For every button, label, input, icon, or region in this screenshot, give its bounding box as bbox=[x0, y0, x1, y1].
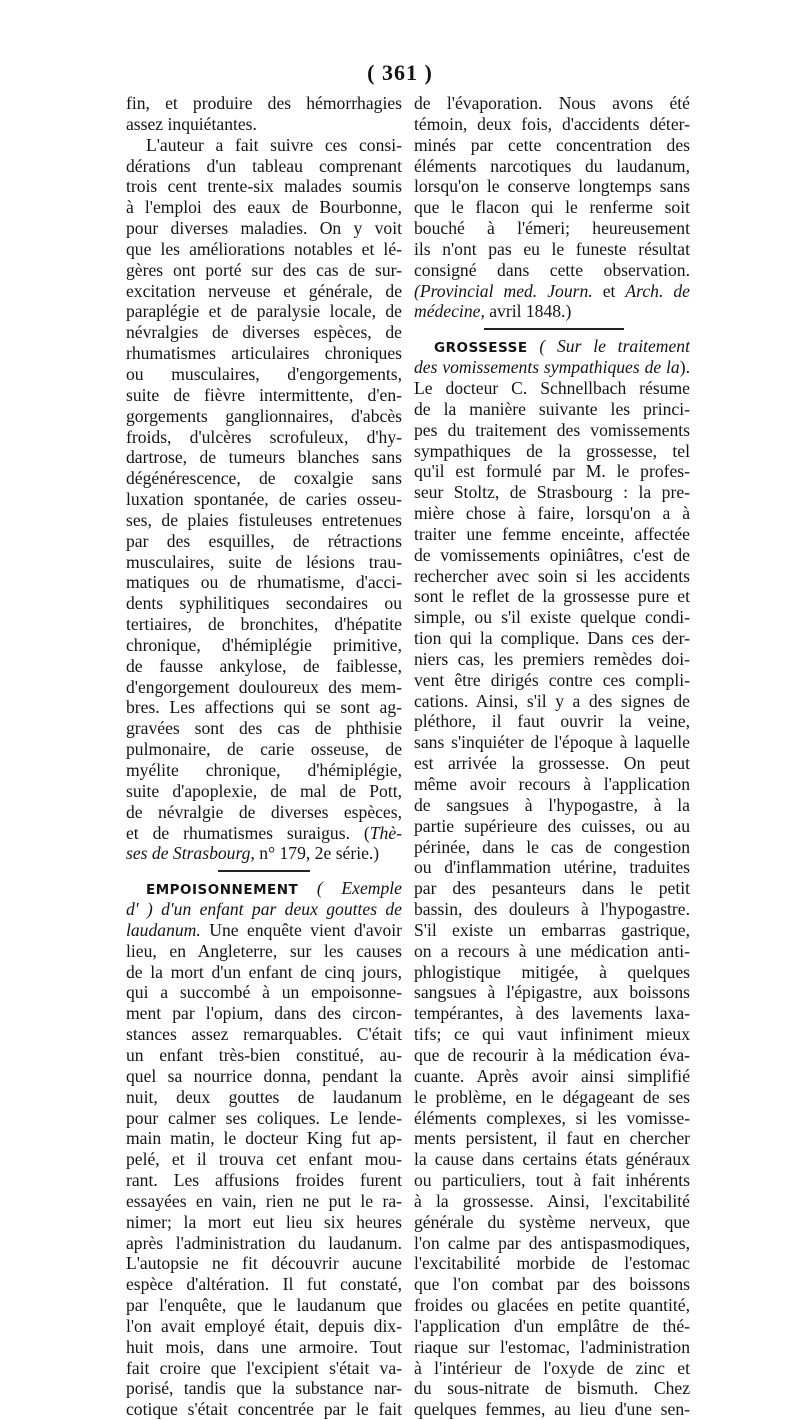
text-line: froides ou glacées en petite quantité, bbox=[414, 1295, 690, 1316]
section-title-line: d' ) d'un enfant par deux gouttes de bbox=[126, 899, 402, 920]
text-line: tifs; ce qui vaut infiniment mieux bbox=[414, 1024, 690, 1045]
right-column bbox=[414, 93, 690, 1420]
text-line: dents syphilitiques secondaires ou bbox=[126, 593, 402, 614]
text-line: par des esquilles, de rétractions bbox=[126, 530, 402, 551]
text-line: de la mort d'un enfant de cinq jours, bbox=[126, 961, 402, 982]
text-line: sans s'inquiéter de l'époque à laquelle bbox=[414, 732, 690, 753]
text-line: seur Stoltz, de Strasbourg : la pre- bbox=[414, 482, 690, 503]
text-line: stances assez remarquables. C'était bbox=[126, 1024, 402, 1045]
text-line: pelé, et il trouva cet enfant mou- bbox=[126, 1149, 402, 1170]
text-line: la cause dans certains états généraux bbox=[414, 1149, 690, 1170]
text-line: pléthore, il faut ouvrir la veine, bbox=[414, 711, 690, 732]
text-line: S'il existe un embarras gastrique, bbox=[414, 919, 690, 940]
text-line: l'on calme par des antispasmodiques, bbox=[414, 1232, 690, 1253]
text-line: ment par l'opium, dans des circon- bbox=[126, 1003, 402, 1024]
text-line: quelques femmes, au lieu d'une sen- bbox=[414, 1399, 690, 1420]
text-line: ments persistent, il faut en chercher bbox=[414, 1128, 690, 1149]
text-line: tertiaires, de bronchites, d'hépatite bbox=[126, 614, 402, 635]
text-line: on a recours à une médication anti- bbox=[414, 940, 690, 961]
text-line: de névralgie de diverses espèces, bbox=[126, 801, 402, 822]
text-line: périnée, dans le cas de congestion bbox=[414, 836, 690, 857]
text-line: nimer; la mort eut lieu six heures bbox=[126, 1211, 402, 1232]
text-line: ou musculaires, d'engorgements, bbox=[126, 363, 402, 384]
text-line: tion qui la complique. Dans ces der- bbox=[414, 628, 690, 649]
text-line: sangsues à l'épigastre, aux boissons bbox=[414, 982, 690, 1003]
text-line: même avoir recours à l'application bbox=[414, 774, 690, 794]
text-line: dérations d'un tableau comprenant bbox=[126, 155, 402, 176]
text-line: main matin, le docteur King fut ap- bbox=[126, 1128, 402, 1149]
section-heading: EMPOISONNEMENT bbox=[146, 882, 299, 899]
text-line: gorgements ganglionnaires, d'abcès bbox=[126, 405, 402, 426]
text-line: dartrose, de tumeurs blanches sans bbox=[126, 447, 402, 468]
text-line: pour diverses maladies. On y voit bbox=[126, 218, 402, 239]
text-line: de sangsues à l'hypogastre, à la bbox=[414, 794, 690, 815]
text-line: ou d'inflammation utérine, traduites bbox=[414, 857, 690, 878]
text-line: rhumatismes articulaires chroniques bbox=[126, 343, 402, 364]
text-line: qui a succombé à un empoisonne- bbox=[126, 982, 402, 1003]
text-line: bassin, des douleurs à l'hypogastre. bbox=[414, 899, 690, 920]
text-line: fait croire que l'excipient s'était va- bbox=[126, 1357, 402, 1378]
text-line: suite de fièvre intermittente, d'en- bbox=[126, 384, 402, 405]
text-line: pour calmer ses coliques. Le lende- bbox=[126, 1107, 402, 1128]
text-line: chronique, d'hémiplégie primitive, bbox=[126, 634, 402, 655]
text-line: qu'il est formulé par M. le profes- bbox=[414, 461, 690, 482]
text-line: traiter une femme enceinte, affectée bbox=[414, 523, 690, 544]
text-line: minés par cette concentration des bbox=[414, 134, 690, 155]
text-line: L'auteur a fait suivre ces consi- bbox=[146, 134, 402, 155]
citation-line: médecine, avril 1848.) bbox=[414, 301, 572, 322]
text-line: lieu, en Angleterre, sur les causes bbox=[126, 940, 402, 961]
text-line: est arrivée la grossesse. On peut bbox=[414, 753, 690, 774]
text-line: fin, et produire des hémorrhagies bbox=[126, 93, 402, 113]
text-line: le problème, en le dégageant de ses bbox=[414, 1086, 690, 1107]
citation-line: ses de Strasbourg, n° 179, 2e série.) bbox=[126, 843, 380, 864]
text-line: rant. Les affusions froides furent bbox=[126, 1170, 402, 1191]
section-divider bbox=[126, 864, 402, 878]
text-line: mière chose à faire, lorsqu'on a à bbox=[414, 503, 690, 524]
text-line: l'on avait employé était, depuis dix- bbox=[126, 1315, 402, 1336]
text-line: trois cent trente-six malades soumis bbox=[126, 176, 402, 197]
text-line: assez inquiétantes. bbox=[126, 113, 257, 134]
text-line: ils n'ont pas eu le funeste résultat bbox=[414, 238, 690, 259]
section-title-line: des vomissements sympathiques de la). bbox=[414, 357, 690, 378]
text-line: luxation spontanée, de caries osseu- bbox=[126, 489, 402, 510]
text-line: névralgies de diverses espèces, de bbox=[126, 322, 402, 343]
left-column bbox=[126, 93, 402, 1420]
text-line: que l'on combat par des boissons bbox=[414, 1274, 690, 1295]
section-divider bbox=[414, 322, 690, 336]
text-line: de la manière suivante les princi- bbox=[414, 398, 690, 419]
text-line: excitation nerveuse et générale, de bbox=[126, 280, 402, 301]
text-line: après l'administration du laudanum. bbox=[126, 1232, 402, 1253]
text-line: de vomissements opiniâtres, c'est de bbox=[414, 544, 690, 565]
text-line: essayées en vain, rien ne put le ra- bbox=[126, 1190, 402, 1211]
text-line: de fausse ankylose, de faiblesse, bbox=[126, 655, 402, 676]
text-line: cotique s'était concentrée par le fait bbox=[126, 1399, 402, 1420]
text-line: à l'emploi des eaux de Bourbonne, bbox=[126, 197, 402, 218]
text-line: lorsqu'on le conserve longtemps sans bbox=[414, 176, 690, 197]
text-line: Le docteur C. Schnellbach résume bbox=[414, 377, 690, 398]
text-line: niers cas, les premiers remèdes doi- bbox=[414, 648, 690, 669]
text-line: pulmonaire, de carie osseuse, de bbox=[126, 739, 402, 760]
text-line: ses, de plaies fistuleuses entretenues bbox=[126, 509, 402, 530]
text-line: espèce d'altération. Il fut constaté, bbox=[126, 1274, 402, 1295]
text-line: consigné dans cette observation. bbox=[414, 259, 690, 280]
text-line: nuit, deux gouttes de laudanum bbox=[126, 1086, 402, 1107]
text-line: pes du traitement des vomissements bbox=[414, 419, 690, 440]
text-line: froids, d'ulcères scrofuleux, d'hy- bbox=[126, 426, 402, 447]
text-line: quel sa nourrice donna, pendant la bbox=[126, 1065, 402, 1086]
text-line: à l'intérieur de l'oxyde de zinc et bbox=[414, 1357, 690, 1378]
text-line: matiques ou de rhumatisme, d'acci- bbox=[126, 572, 402, 593]
text-line: éléments narcotiques du laudanum, bbox=[414, 155, 690, 176]
citation-line: (Provincial med. Journ. et Arch. de bbox=[414, 280, 690, 301]
text-line: phlogistique mitigée, à quelques bbox=[414, 961, 690, 982]
text-line: éléments complexes, si les vomisse- bbox=[414, 1107, 690, 1128]
text-line: que les améliorations notables et lé- bbox=[126, 238, 402, 259]
text-line: gères ont porté sur des cas de sur- bbox=[126, 259, 402, 280]
text-line: gravées sont des cas de phthisie bbox=[126, 718, 402, 739]
text-line: d'engorgement douloureux des mem- bbox=[126, 676, 402, 697]
text-line: à la grossesse. Ainsi, l'excitabilité bbox=[414, 1190, 690, 1211]
text-line: par l'enquête, que le laudanum que bbox=[126, 1295, 402, 1316]
text-line: cuante. Après avoir ainsi simplifié bbox=[414, 1065, 690, 1086]
text-line: partie supérieure des cuisses, ou au bbox=[414, 815, 690, 836]
text-line: l'excitabilité morbide de l'estomac bbox=[414, 1253, 690, 1274]
text-line: huit mois, dans une armoire. Tout bbox=[126, 1336, 402, 1357]
text-line: sympathiques de la grossesse, tel bbox=[414, 440, 690, 461]
text-line: cations. Ainsi, s'il y a des signes de bbox=[414, 690, 690, 711]
section-heading-line: EMPOISONNEMENT ( Exemple bbox=[146, 878, 402, 899]
text-line: musculaires, suite de lésions trau- bbox=[126, 551, 402, 572]
text-line: l'application d'un emplâtre de thé- bbox=[414, 1315, 690, 1336]
page-number: ( 361 ) bbox=[367, 60, 433, 85]
text-line: du sous-nitrate de bismuth. Chez bbox=[414, 1378, 690, 1399]
text-line: bres. Les affections qui se sont ag- bbox=[126, 697, 402, 718]
section-heading-line: GROSSESSE ( Sur le traitement bbox=[434, 336, 690, 357]
text-line: L'autopsie ne fit découvrir aucune bbox=[126, 1253, 402, 1274]
text-line: que de recourir à la médication éva- bbox=[414, 1044, 690, 1065]
text-line: dégénérescence, de coxalgie sans bbox=[126, 468, 402, 489]
text-line: laudanum. Une enquête vient d'avoir bbox=[126, 919, 402, 940]
text-line: simple, ou s'il existe quelque condi- bbox=[414, 607, 690, 628]
text-line: riaque sur l'estomac, l'administration bbox=[414, 1336, 690, 1357]
text-line: un enfant très-bien constitué, au- bbox=[126, 1044, 402, 1065]
text-line: ou particuliers, tout à fait inhérents bbox=[414, 1170, 690, 1191]
section-heading: GROSSESSE bbox=[434, 340, 528, 357]
text-line: témoin, deux fois, d'accidents déter- bbox=[414, 113, 690, 134]
text-line: rechercher avec soin si les accidents bbox=[414, 565, 690, 586]
text-line: sont le reflet de la grossesse pure et bbox=[414, 586, 690, 607]
text-line: bouché à l'émeri; heureusement bbox=[414, 218, 690, 239]
text-line: tempérantes, à des lavements laxa- bbox=[414, 1003, 690, 1024]
text-line-with-citation: et de rhumatismes suraigus. (Thè- bbox=[126, 822, 402, 843]
text-line: vent être dirigés contre ces compli- bbox=[414, 669, 690, 690]
text-line: que le flacon qui le renferme soit bbox=[414, 197, 690, 218]
text-line: suite d'apoplexie, de mal de Pott, bbox=[126, 780, 402, 801]
text-line: générale du système nerveux, que bbox=[414, 1211, 690, 1232]
text-line: porisé, tandis que la substance nar- bbox=[126, 1378, 402, 1399]
text-line: myélite chronique, d'hémiplégie, bbox=[126, 760, 402, 780]
text-line: de l'évaporation. Nous avons été bbox=[414, 93, 690, 113]
text-line: paraplégie et de paralysie locale, de bbox=[126, 301, 402, 322]
text-line: par des pesanteurs dans le petit bbox=[414, 878, 690, 899]
